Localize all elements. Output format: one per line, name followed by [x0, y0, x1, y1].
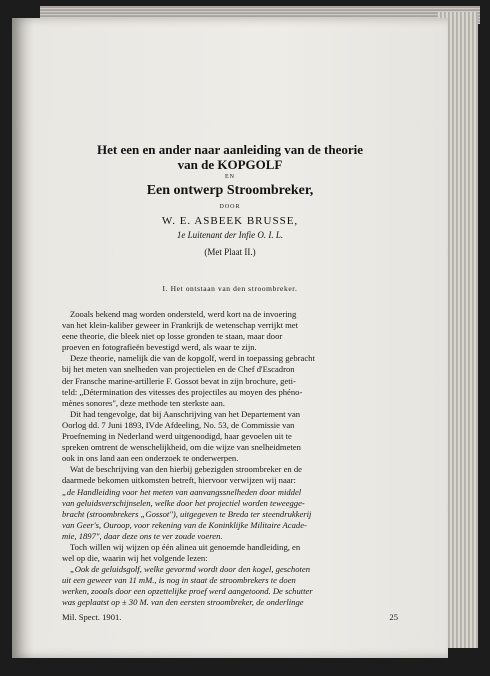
- body-line: Toch willen wij wijzen op één alinea uit genoemde handleiding, en: [70, 541, 301, 552]
- body-line: mènes sonores", deze methode ten sterkste aan.: [62, 397, 225, 408]
- body-line: ook in ons land aan een onderzoek te onderwerpen.: [62, 453, 239, 464]
- body-line: Proefneming in Nederland werd uitgenoodigd, haar gevoelen uit te: [62, 431, 292, 442]
- body-line: uit een geweer van 11 mM., is nog in staat de stroombrekers te doen: [62, 575, 296, 586]
- subtitle: Een ontwerp Stroombreker,: [146, 183, 314, 198]
- plate-note: (Met Plaat II.): [204, 247, 256, 257]
- body-line: Deze theorie, namelijk die van de kopgolf, werd in toepassing gebracht: [70, 353, 315, 364]
- body-line: proeven en fotografieën bevestigd werd, als waar te zijn.: [62, 342, 257, 353]
- body-line: bij het meten van snelheden van projectielen en de Chef d'Escadron: [62, 364, 295, 375]
- body-line: van geluidsverschijnselen, welke door het projectiel worden teweegge-: [62, 497, 305, 508]
- body-line: „Ook de geluidsgolf, welke gevormd wordt door den kogel, geschoten: [70, 564, 311, 575]
- body-line: was geplaatst op ± 30 M. van den eersten stroombreker, de onderlinge: [62, 597, 304, 608]
- journal-reference: Mil. Spect. 1901.: [62, 612, 122, 622]
- author-rank: 1e Luitenant der Infie O. I. L.: [176, 230, 284, 240]
- body-text: [62, 309, 398, 609]
- title-connector: EN: [225, 174, 235, 180]
- body-line: van het klein-kaliber geweer in Frankrijk de wetenschap verrijkt met: [62, 320, 299, 331]
- body-line: werken, zooals door een opzettelijke proef werd aangetoond. De schutter: [62, 586, 313, 597]
- book-page: [12, 18, 448, 658]
- body-line: teld: „Détermination des vitesses des projectiles au moyen des phéno-: [62, 386, 303, 397]
- byline-label: DOOR: [219, 204, 241, 210]
- body-line: Dit had tengevolge, dat bij Aanschrijving van het Departement van: [70, 408, 301, 419]
- body-line: „de Handleiding voor het meten van aanvangssnelheden door middel: [62, 486, 302, 497]
- title-line-2: van de KOPGOLF: [177, 157, 283, 172]
- body-line: Wat de beschrijving van den hierbij gebezigden stroombreker en de: [70, 464, 302, 475]
- body-line: bracht (stroombrekers „Gossot"), uitgegeven te Breda ter steendrukkerij: [62, 508, 312, 519]
- body-line: van Geer's, Ouroop, voor rekening van de Koninklijke Militaire Acade-: [62, 519, 307, 530]
- body-line: daarmede bekomen uitkomsten betreft, hiervoor verwijzen wij naar:: [62, 475, 296, 486]
- section-title: I. Het ontstaan van den stroombreker.: [162, 284, 298, 293]
- author-name: W. E. ASBEEK BRUSSE,: [161, 215, 299, 227]
- body-line: spreken omtrent de wenschelijkheid, om die wijze van snelheidmeten: [62, 442, 301, 453]
- title-line-1: Het een en ander naar aanleiding van de theorie: [96, 142, 364, 157]
- body-line: Zooals bekend mag worden ondersteld, werd kort na de invoering: [70, 309, 297, 319]
- page-number: 25: [389, 612, 398, 622]
- body-line: eene theorie, die bleek niet op losse gronden te staan, maar door: [62, 331, 283, 342]
- body-line: der Fransche marine-artillerie F. Gossot bevat in zijn brochure, geti-: [62, 375, 296, 386]
- body-line: Oorlog dd. 7 Juni 1893, IVde Afdeeling, No. 53, de Commissie van: [62, 419, 295, 430]
- body-line: wel op die, waarin wij het volgende lezen:: [62, 553, 208, 564]
- body-line: mie, 1897", daar deze ons te ver zoude voeren.: [62, 530, 223, 541]
- page-footer: [62, 612, 398, 623]
